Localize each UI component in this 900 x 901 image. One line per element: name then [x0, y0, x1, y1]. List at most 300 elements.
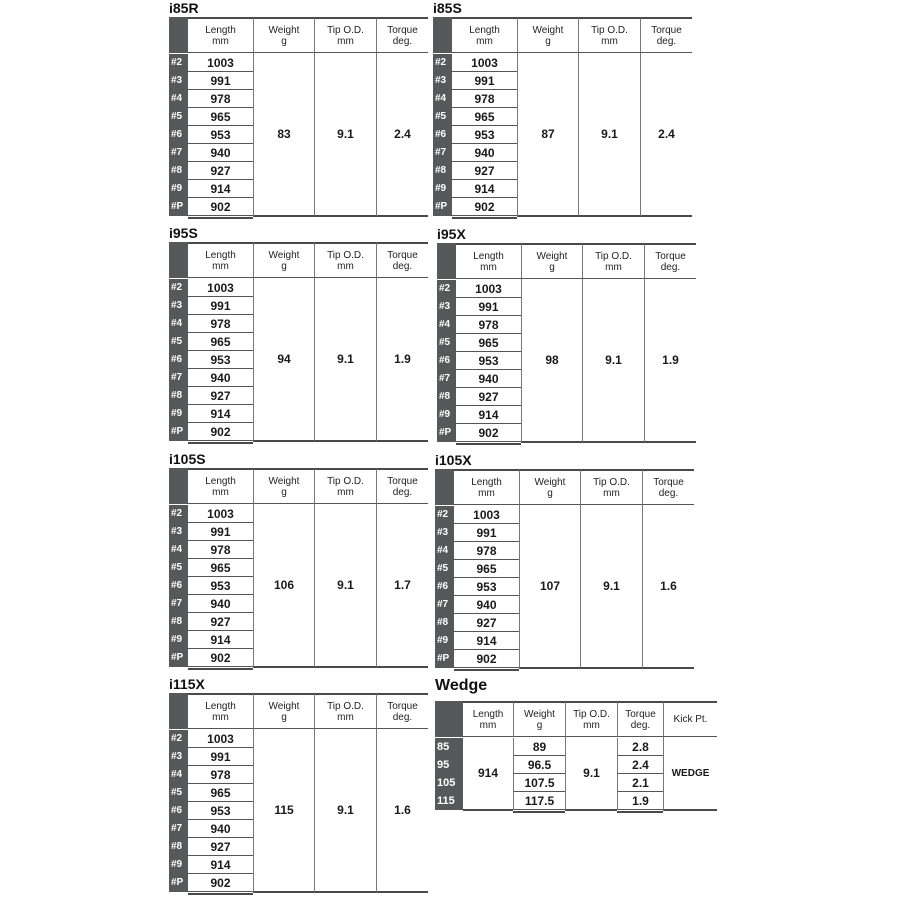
length-value: 991 — [188, 297, 253, 315]
header-text — [327, 25, 364, 47]
club-label: #6 — [169, 577, 188, 595]
table-bottom-rule — [188, 891, 253, 895]
header-line-1: Kick Pt. — [673, 714, 708, 725]
header-line-2: g — [281, 711, 287, 723]
header-text — [533, 25, 564, 47]
spec-table-i95x — [437, 226, 696, 451]
length-value: 991 — [188, 72, 253, 90]
length-value: 940 — [188, 820, 253, 838]
table-bottom-rule — [513, 809, 565, 813]
club-label: #5 — [435, 560, 454, 578]
club-label: #P — [433, 198, 452, 216]
header-line-2: deg. — [630, 719, 651, 731]
tip-value: 9.1 — [582, 279, 644, 443]
length-value: 991 — [456, 298, 521, 316]
header-text — [625, 709, 656, 731]
header-line-1: Tip O.D. — [327, 475, 364, 487]
torque-value: 1.9 — [376, 278, 428, 442]
tip-value: 9.1 — [314, 504, 376, 668]
club-label: #3 — [169, 748, 188, 766]
header-line-2: mm — [337, 711, 354, 723]
weight-class-label: 95 — [435, 756, 463, 774]
length-value: 902 — [454, 650, 519, 668]
header-line-2: mm — [212, 486, 229, 498]
header-line-1: Weight — [534, 476, 566, 488]
spec-table-i85s — [433, 0, 692, 225]
weight-class-label: 85 — [435, 738, 463, 756]
header-torque — [642, 469, 694, 505]
table-title: i105S — [169, 451, 206, 467]
tip-value: 9.1 — [580, 505, 642, 669]
length-value: 940 — [454, 596, 519, 614]
header-line-1: Tip O.D. — [595, 250, 632, 262]
header-text — [469, 25, 500, 47]
spec-table-i95s — [169, 225, 428, 450]
header-line-1: Weight — [532, 24, 564, 36]
club-label: #8 — [169, 613, 188, 631]
header-text — [269, 25, 300, 47]
club-label: #7 — [435, 596, 454, 614]
table-title: i85R — [169, 0, 199, 16]
length-value: 914 — [454, 632, 519, 650]
torque-value: 1.9 — [617, 792, 663, 810]
length-value: 978 — [452, 90, 517, 108]
length-value: 953 — [456, 352, 521, 370]
club-label: #4 — [169, 90, 188, 108]
club-label: #2 — [169, 505, 188, 523]
header-text — [655, 251, 686, 273]
club-label: #2 — [433, 54, 452, 72]
length-value: 953 — [188, 351, 253, 369]
length-value: 1003 — [188, 505, 253, 523]
club-label: #8 — [169, 838, 188, 856]
header-line-2: g — [536, 719, 543, 731]
weight-class-label: 115 — [435, 792, 463, 810]
length-value: 902 — [452, 198, 517, 216]
length-value: 965 — [456, 334, 521, 352]
header-length — [452, 17, 517, 53]
header-line-1: Weight — [524, 708, 555, 720]
length-value: 927 — [188, 387, 253, 405]
header-text — [205, 25, 236, 47]
club-label: #8 — [169, 387, 188, 405]
header-tip — [578, 17, 640, 53]
table-title: Wedge — [435, 677, 488, 694]
header-length — [463, 701, 513, 737]
header-kick — [663, 701, 717, 737]
header-line-1: Tip O.D. — [591, 24, 628, 36]
header-torque — [617, 701, 663, 737]
length-value: 914 — [188, 631, 253, 649]
header-line-2: g — [281, 35, 287, 47]
header-weight — [253, 17, 314, 53]
wedge-grid — [435, 701, 717, 811]
length-value: 940 — [188, 144, 253, 162]
header-torque — [644, 243, 696, 279]
header-corner — [435, 701, 463, 737]
weight-value: 115 — [253, 729, 314, 893]
length-value: 991 — [454, 524, 519, 542]
club-label: #P — [435, 650, 454, 668]
length-value: 902 — [188, 423, 253, 441]
tip-value: 9.1 — [314, 53, 376, 217]
length-value: 927 — [454, 614, 519, 632]
header-line-2: mm — [337, 35, 354, 47]
header-line-2: g — [547, 487, 553, 499]
header-corner — [169, 468, 188, 504]
header-tip — [314, 17, 376, 53]
header-text — [327, 701, 364, 723]
header-weight — [521, 243, 582, 279]
club-label: #2 — [437, 280, 456, 298]
tip-value: 9.1 — [565, 737, 617, 811]
club-label: #8 — [437, 388, 456, 406]
header-line-1: Length — [469, 24, 500, 36]
header-line-1: Tip O.D. — [573, 708, 610, 720]
club-label: #9 — [433, 180, 452, 198]
header-line-2: mm — [479, 719, 497, 731]
length-value: 965 — [188, 108, 253, 126]
length-value: 965 — [188, 559, 253, 577]
header-line-1: Torque — [387, 475, 418, 487]
torque-value: 2.4 — [376, 53, 428, 217]
club-label: #2 — [169, 730, 188, 748]
length-value: 1003 — [188, 730, 253, 748]
club-label: #3 — [169, 72, 188, 90]
header-text — [387, 25, 418, 47]
length-value: 953 — [188, 577, 253, 595]
club-label: #4 — [437, 316, 456, 334]
length-value: 965 — [452, 108, 517, 126]
header-text — [591, 25, 628, 47]
header-length — [456, 243, 521, 279]
header-text — [269, 476, 300, 498]
header-line-2: deg. — [392, 260, 413, 272]
table-title: i95S — [169, 225, 198, 241]
length-value: 927 — [188, 838, 253, 856]
club-label: #5 — [437, 334, 456, 352]
table-title: i105X — [435, 452, 472, 468]
header-corner — [435, 469, 454, 505]
club-label: #4 — [169, 315, 188, 333]
header-line-1: Torque — [625, 708, 656, 720]
header-corner — [169, 17, 188, 53]
header-line-2: mm — [478, 487, 495, 499]
header-text — [205, 476, 236, 498]
header-length — [454, 469, 519, 505]
tip-value: 9.1 — [314, 278, 376, 442]
header-line-1: Torque — [653, 476, 684, 488]
header-weight — [253, 242, 314, 278]
length-value: 1003 — [452, 54, 517, 72]
table-bottom-rule — [188, 215, 253, 219]
length-value: 978 — [188, 766, 253, 784]
club-label: #9 — [435, 632, 454, 650]
length-value: 953 — [454, 578, 519, 596]
header-text — [524, 709, 555, 731]
length-value: 914 — [188, 856, 253, 874]
header-torque — [376, 693, 428, 729]
table-title: i115X — [169, 676, 205, 692]
header-line-1: Torque — [387, 249, 418, 261]
header-weight — [253, 693, 314, 729]
torque-value: 2.4 — [640, 53, 692, 217]
header-corner — [433, 17, 452, 53]
header-line-2: g — [281, 260, 287, 272]
length-value: 902 — [188, 198, 253, 216]
length-value: 965 — [188, 784, 253, 802]
torque-value: 1.6 — [642, 505, 694, 669]
club-label: #P — [169, 423, 188, 441]
header-length — [188, 242, 253, 278]
spec-table-i105s — [169, 451, 428, 676]
table-grid — [169, 17, 428, 217]
table-bottom-rule — [456, 441, 521, 445]
header-line-1: Weight — [268, 475, 300, 487]
length-value: 940 — [456, 370, 521, 388]
header-text — [537, 251, 568, 273]
length-value: 927 — [188, 613, 253, 631]
club-label: #P — [437, 424, 456, 442]
length-value: 978 — [188, 90, 253, 108]
header-text — [327, 476, 364, 498]
header-line-2: mm — [337, 486, 354, 498]
header-line-1: Weight — [268, 249, 300, 261]
table-grid — [433, 17, 692, 217]
torque-value: 2.1 — [617, 774, 663, 792]
header-text — [674, 714, 708, 725]
header-line-1: Weight — [268, 700, 300, 712]
length-value: 978 — [456, 316, 521, 334]
header-line-1: Tip O.D. — [327, 700, 364, 712]
header-line-2: g — [281, 486, 287, 498]
header-weight — [519, 469, 580, 505]
header-line-2: mm — [601, 35, 618, 47]
club-label: #9 — [169, 405, 188, 423]
header-line-2: deg. — [656, 35, 677, 47]
club-label: #3 — [433, 72, 452, 90]
header-length — [188, 468, 253, 504]
header-text — [205, 250, 236, 272]
table-grid — [169, 242, 428, 442]
table-grid — [437, 243, 696, 443]
header-torque — [640, 17, 692, 53]
table-bottom-rule — [454, 667, 519, 671]
header-line-1: Weight — [536, 250, 568, 262]
length-value: 927 — [188, 162, 253, 180]
header-line-1: Length — [472, 708, 504, 720]
club-label: #4 — [169, 541, 188, 559]
length-value: 940 — [452, 144, 517, 162]
length-value: 978 — [188, 315, 253, 333]
torque-value: 1.6 — [376, 729, 428, 893]
tip-value: 9.1 — [578, 53, 640, 217]
length-value: 991 — [188, 748, 253, 766]
length-value: 1003 — [188, 279, 253, 297]
club-label: #7 — [169, 820, 188, 838]
torque-value: 1.7 — [376, 504, 428, 668]
header-line-2: mm — [212, 35, 229, 47]
header-length — [188, 17, 253, 53]
header-torque — [376, 17, 428, 53]
header-length — [188, 693, 253, 729]
club-label: #4 — [169, 766, 188, 784]
table-title: i85S — [433, 0, 462, 16]
club-label: #9 — [169, 631, 188, 649]
torque-value: 2.8 — [617, 738, 663, 756]
length-value: 940 — [188, 369, 253, 387]
header-line-1: Tip O.D. — [327, 249, 364, 261]
length-value: 965 — [454, 560, 519, 578]
club-label: #6 — [433, 126, 452, 144]
header-line-1: Length — [473, 250, 504, 262]
header-line-2: mm — [583, 719, 600, 731]
weight-value: 87 — [517, 53, 578, 217]
club-label: #8 — [435, 614, 454, 632]
length-value: 953 — [452, 126, 517, 144]
header-text — [205, 701, 236, 723]
header-tip — [314, 468, 376, 504]
header-line-2: mm — [212, 711, 229, 723]
header-text — [327, 250, 364, 272]
club-label: #7 — [433, 144, 452, 162]
club-label: #7 — [437, 370, 456, 388]
club-label: #3 — [169, 523, 188, 541]
club-label: #7 — [169, 595, 188, 613]
length-value: 1003 — [456, 280, 521, 298]
length-value: 914 — [188, 180, 253, 198]
header-line-1: Torque — [651, 24, 682, 36]
length-value: 978 — [188, 541, 253, 559]
weight-value: 107 — [519, 505, 580, 669]
weight-value: 94 — [253, 278, 314, 442]
club-label: #8 — [433, 162, 452, 180]
header-text — [387, 701, 418, 723]
table-bottom-rule — [617, 809, 663, 813]
weight-value: 106 — [253, 504, 314, 668]
length-value: 914 — [456, 406, 521, 424]
header-line-1: Length — [205, 249, 236, 261]
length-value: 953 — [188, 802, 253, 820]
club-label: #5 — [169, 784, 188, 802]
club-label: #3 — [435, 524, 454, 542]
header-line-1: Length — [205, 24, 236, 36]
header-tip — [582, 243, 644, 279]
weight-value: 107.5 — [513, 774, 565, 792]
club-label: #6 — [169, 802, 188, 820]
spec-table-i105x — [435, 452, 694, 677]
club-label: #P — [169, 874, 188, 892]
header-corner — [437, 243, 456, 279]
header-torque — [376, 242, 428, 278]
header-text — [269, 701, 300, 723]
header-line-2: mm — [603, 487, 620, 499]
header-line-2: deg. — [392, 35, 413, 47]
header-line-1: Torque — [387, 24, 418, 36]
header-text — [573, 709, 610, 731]
club-label: #4 — [435, 542, 454, 560]
length-value: 902 — [456, 424, 521, 442]
header-text — [593, 477, 630, 499]
club-label: #2 — [169, 54, 188, 72]
length-value: 927 — [456, 388, 521, 406]
weight-class-label: 105 — [435, 774, 463, 792]
header-text — [653, 477, 684, 499]
header-line-2: g — [545, 35, 551, 47]
weight-value: 117.5 — [513, 792, 565, 810]
spec-table-i115x — [169, 676, 428, 901]
length-value: 991 — [188, 523, 253, 541]
club-label: #5 — [433, 108, 452, 126]
header-line-2: g — [549, 261, 555, 273]
torque-value: 1.9 — [644, 279, 696, 443]
header-text — [269, 250, 300, 272]
header-line-2: deg. — [392, 711, 413, 723]
table-grid — [169, 468, 428, 668]
header-torque — [376, 468, 428, 504]
header-line-2: mm — [337, 260, 354, 272]
club-label: #7 — [169, 144, 188, 162]
header-line-2: mm — [212, 260, 229, 272]
weight-value: 98 — [521, 279, 582, 443]
weight-value: 83 — [253, 53, 314, 217]
weight-value: 96.5 — [513, 756, 565, 774]
table-grid — [435, 469, 694, 669]
header-text — [471, 477, 502, 499]
header-weight — [253, 468, 314, 504]
spec-table-i85r — [169, 0, 428, 225]
header-line-1: Length — [205, 700, 236, 712]
club-label: #6 — [169, 351, 188, 369]
table-bottom-rule — [188, 666, 253, 670]
club-label: #9 — [437, 406, 456, 424]
header-line-1: Weight — [268, 24, 300, 36]
header-text — [651, 25, 682, 47]
table-grid — [169, 693, 428, 893]
length-value: 902 — [188, 649, 253, 667]
header-tip — [314, 693, 376, 729]
header-weight — [517, 17, 578, 53]
header-corner — [169, 693, 188, 729]
length-value: 914 — [188, 405, 253, 423]
header-corner — [169, 242, 188, 278]
header-line-1: Tip O.D. — [327, 24, 364, 36]
length-value: 1003 — [188, 54, 253, 72]
club-label: #5 — [169, 333, 188, 351]
length-value: 940 — [188, 595, 253, 613]
club-label: #4 — [433, 90, 452, 108]
header-line-1: Torque — [655, 250, 686, 262]
club-label: #3 — [169, 297, 188, 315]
table-bottom-rule — [188, 440, 253, 444]
spec-table-wedge — [435, 677, 717, 822]
header-line-2: mm — [605, 261, 622, 273]
club-label: #2 — [435, 506, 454, 524]
header-text — [473, 251, 504, 273]
table-title: i95X — [437, 226, 466, 242]
length-value: 953 — [188, 126, 253, 144]
club-label: #6 — [169, 126, 188, 144]
length-value: 914 — [452, 180, 517, 198]
header-line-1: Length — [205, 475, 236, 487]
club-label: #5 — [169, 559, 188, 577]
header-line-1: Tip O.D. — [593, 476, 630, 488]
club-label: #9 — [169, 856, 188, 874]
header-weight — [513, 701, 565, 737]
length-value: 991 — [452, 72, 517, 90]
length-value: 978 — [454, 542, 519, 560]
length-value: 1003 — [454, 506, 519, 524]
